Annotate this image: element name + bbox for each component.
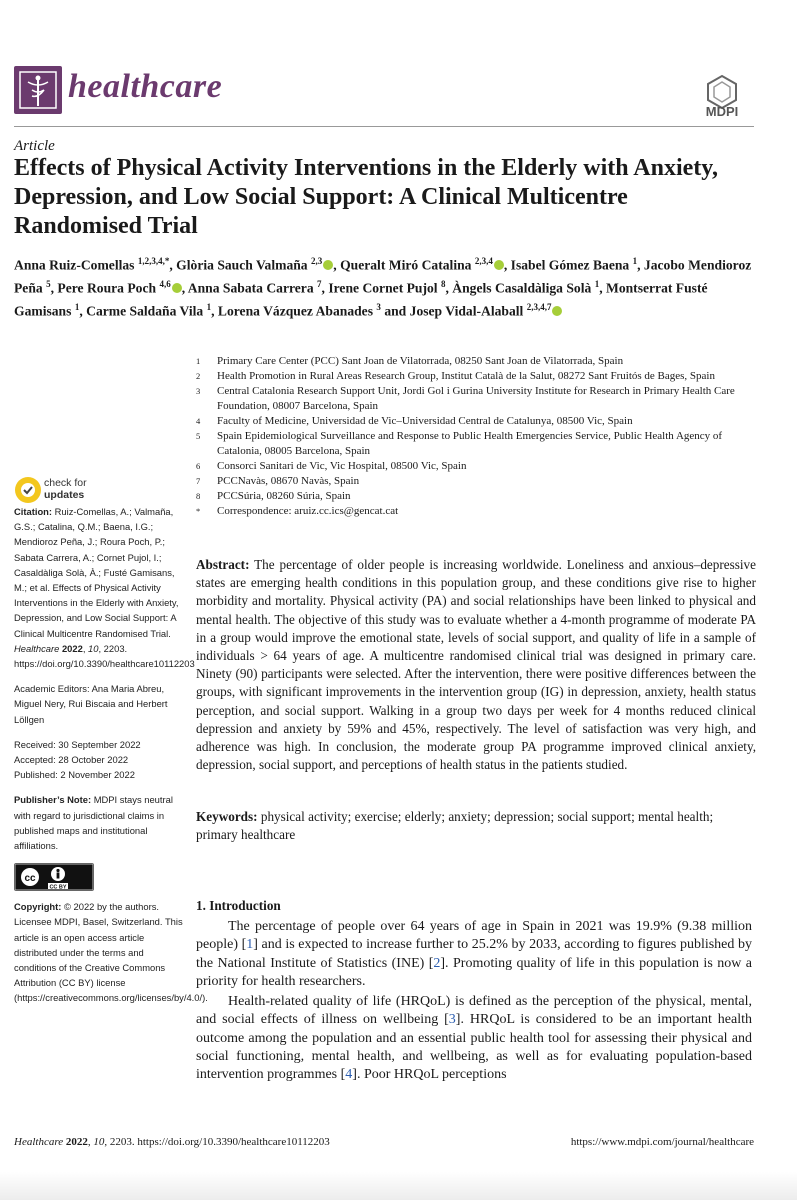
orcid-icon[interactable] bbox=[323, 260, 333, 270]
orcid-icon[interactable] bbox=[494, 260, 504, 270]
affiliation-number: * bbox=[196, 506, 201, 516]
dates-block bbox=[14, 737, 186, 783]
footer-journal: Healthcare bbox=[14, 1136, 64, 1148]
copyright-block bbox=[14, 899, 208, 1005]
author-affiliation-marker: 2,3 bbox=[311, 256, 323, 266]
citation-block: Citation: Ruiz-Comellas, A.; Valmaña, G.S.; Catalina, Q.M.; Baena, I.G.; Mendioroz Peña, J.; Roura Poch, P.; Sabata Carrera, A.; Cornet Pujol, I.; Casaldàliga Solà, À.; Fusté Gamisans, M.; et al. Effects of Physical Activity Interventions in the Elderly with Anxiety, Depression, and Low Social Support: A Clinical Multicentre Randomised Trial. Healthcare 2022, 10, 2203. https://doi.org/10.3390/healthcare10112203 bbox=[14, 506, 195, 670]
check-for-updates-line1: check for bbox=[44, 477, 87, 489]
author-name[interactable]: Isabel Gómez Baena bbox=[510, 257, 630, 273]
author-name[interactable]: Jacobo Mendioroz Peña bbox=[14, 257, 752, 296]
publisher-note bbox=[14, 792, 186, 853]
caduceus-icon bbox=[14, 66, 62, 114]
paragraph-text: ]. Poor HRQoL perceptions bbox=[352, 1067, 507, 1083]
author-affiliation-marker: 3 bbox=[376, 302, 381, 313]
reference-link[interactable]: 3 bbox=[448, 1012, 456, 1028]
affiliation-item bbox=[196, 414, 756, 429]
author-affiliation-marker: 1 bbox=[594, 279, 600, 290]
affiliation-text: Health Promotion in Rural Areas Research Group, Institut Català de la Salut, 08272 Sant Fruitós de Bages, Spain bbox=[217, 370, 715, 382]
check-for-updates-icon[interactable] bbox=[14, 476, 42, 504]
author-affiliation-marker: 4,6 bbox=[159, 279, 171, 290]
author-name[interactable]: Josep Vidal-Alaball bbox=[409, 303, 524, 319]
affiliation-text: Central Catalonia Research Support Unit, Jordi Gol i Gurina University Institute for Research in Primary Health Care Foundation, 08007 Barcelona, Spain bbox=[217, 385, 735, 412]
abstract-label: Abstract: bbox=[196, 557, 250, 572]
author-name[interactable]: Àngels Casaldàliga Solà bbox=[452, 280, 592, 296]
affiliation-item bbox=[196, 429, 756, 459]
author-name[interactable]: Irene Cornet Pujol bbox=[328, 280, 438, 296]
citation-volume: 10 bbox=[88, 642, 99, 654]
abstract-text: The percentage of older people is increasing worldwide. Loneliness and anxious–depressive states are emerging health conditions in this population group, and these conditions give rise to higher morbidity and mortality. Physical activity (PA) and social relationships have been linked to physical and mental health. The objective of this study was to evaluate whether a 4-month programme of moderate PA in a group would improve the emotional state, levels of social support, and quality of life in a sample of individuals > 64 years of age. A multicentre randomised clinical trial was designed in primary care. Ninety (90) participants were selected. After the intervention, there were positive differences between the groups, with significant improvements in the intervention group (IG) in depression, anxiety, health status perception, and social support. Walking in a group two days per week for 4 months reduced clinical depression and anxiety by 59% and 45%, respectively. The level of satisfaction was very high, and adherence was high. In conclusion, the moderate group PA programme improved clinical anxiety, depression, social support, and perceptions of health status in the patients studied. bbox=[196, 557, 756, 773]
publisher-name: MDPI bbox=[705, 104, 739, 119]
author-affiliation-marker: 2,3,4,7 bbox=[526, 302, 552, 313]
affiliation-list bbox=[196, 354, 756, 519]
paper-title: Effects of Physical Activity Interventions in the Elderly with Anxiety, Depression, and Low Social Support: A Clinical Multicentre Randomised Trial bbox=[14, 155, 718, 239]
citation-doi[interactable]: , 2203. https://doi.org/10.3390/healthcare10112203 bbox=[14, 642, 195, 670]
abstract bbox=[196, 556, 756, 774]
svg-text:cc: cc bbox=[24, 873, 36, 885]
affiliation-text: Correspondence: aruiz.cc.ics@gencat.cat bbox=[217, 505, 399, 517]
author-affiliation-marker: 1 bbox=[74, 302, 80, 313]
check-for-updates-line2: updates bbox=[44, 489, 85, 501]
affiliation-number: 3 bbox=[196, 386, 201, 396]
footer-doi[interactable]: , 2203. https://doi.org/10.3390/healthcare10112203 bbox=[104, 1136, 330, 1148]
section-heading-introduction: 1. Introduction bbox=[196, 898, 281, 913]
reference-link[interactable]: 4 bbox=[345, 1067, 353, 1083]
paragraph bbox=[196, 918, 752, 991]
authors-conjunction: and bbox=[384, 303, 407, 319]
orcid-icon[interactable] bbox=[172, 283, 182, 293]
author-affiliation-marker: 7 bbox=[317, 279, 322, 290]
affiliation-text: Faculty of Medicine, Universidad de Vic–Universidad Central de Catalunya, 08500 Vic, Spain bbox=[217, 415, 633, 427]
author-affiliation-marker: 1 bbox=[206, 302, 212, 313]
citation-text: Ruiz-Comellas, A.; Valmaña, G.S.; Catalina, Q.M.; Baena, I.G.; Mendioroz Peña, J.; Roura Poch, P.; Sabata Carrera, A.; Cornet Pujol, I.; Casaldàliga Solà, À.; Fusté Gamisans, M.; et al. Effects of Physical Activity Interventions in the Elderly with Anxiety, Depression, and Low Social Support: A Clinical Multicentre Randomised Trial. bbox=[14, 506, 179, 639]
copyright-text: © 2022 by the authors. Licensee MDPI, Basel, Switzerland. This article is an open access article distributed under the terms and conditions of the Creative Commons Attribution (CC BY) license (https://creativecommons.org/licenses/by/4.0/). bbox=[14, 901, 208, 1004]
article-type: Article bbox=[14, 138, 55, 154]
copyright-label: Copyright: bbox=[14, 901, 62, 913]
affiliation-item bbox=[196, 459, 756, 474]
author-name[interactable]: Glòria Sauch Valmaña bbox=[176, 257, 308, 273]
paragraph-text: The percentage of people over 64 years of age in Spain in 2021 was 19.9% (9.38 million people) [ bbox=[196, 919, 752, 953]
reference-link[interactable]: 1 bbox=[246, 937, 254, 953]
author-affiliation-marker: 2,3,4 bbox=[474, 256, 493, 266]
author-name[interactable]: Pere Roura Poch bbox=[57, 280, 157, 296]
author-list: Anna Ruiz-Comellas $^{1,2,3,4,*}$, Glòria Sauch Valmaña $^{2,3}$ , Queralt Miró Catalina $^{2,3,4}$ , Isabel Gómez Baena $^1$, Jacobo Mendioroz Peña $^5$, Pere Roura Poch $^{4,6}$ , Anna Sabata Carrera $^7$, Irene Cornet Pujol $^8$, Àngels Casaldàliga Solà $^1$, Montserrat Fusté Gamisans $^1$, Carme Saldaña Vila $^1$, Lorena Vázquez Abanades $^3$ and Josep Vidal-Alaball $^{2,3,4,7}$ bbox=[14, 256, 752, 319]
affiliation-number: 6 bbox=[196, 461, 201, 471]
citation-label: Citation: bbox=[14, 506, 53, 517]
reference-link[interactable]: 2 bbox=[433, 955, 441, 971]
affiliation-item bbox=[196, 504, 756, 519]
author-name[interactable]: Lorena Vázquez Abanades bbox=[217, 303, 373, 319]
author-affiliation-marker: 5 bbox=[46, 279, 51, 290]
publisher-note-text: MDPI stays neutral with regard to jurisdictional claims in published maps and institutional affiliations. bbox=[14, 794, 173, 852]
keywords-text: physical activity; exercise; elderly; anxiety; depression; social support; mental health; primary healthcare bbox=[196, 809, 714, 843]
footer-year: 2022 bbox=[65, 1136, 88, 1148]
affiliation-item bbox=[196, 354, 756, 369]
affiliation-text: Consorci Sanitari de Vic, Vic Hospital, 08500 Vic, Spain bbox=[217, 460, 467, 472]
paragraph-text: ] and is expected to increase further to 25.2% by 2033, according to figures published by the National Institute of Statistics (INE) [ bbox=[196, 937, 752, 971]
affiliation-item bbox=[196, 384, 756, 414]
paragraph-text: ]. HRQoL is considered to be an important health outcome among the population and an essential public health tool for assessing their physical and social functioning, mental health, and wellbeing, as well as for evaluating population-based intervention programmes [ bbox=[196, 1012, 752, 1083]
author-affiliation-marker: 1,2,3,4,* bbox=[137, 256, 170, 266]
author-name[interactable]: Anna Sabata Carrera bbox=[187, 280, 314, 296]
journal-name: healthcare bbox=[68, 68, 223, 105]
affiliation-item bbox=[196, 369, 756, 384]
affiliation-number: 7 bbox=[196, 476, 201, 486]
affiliation-number: 4 bbox=[196, 416, 201, 426]
keywords-label: Keywords: bbox=[196, 809, 258, 824]
paragraph bbox=[196, 993, 752, 1084]
affiliation-text: Spain Epidemiological Surveillance and Response to Public Health Emergencies Service, Public Health Agency of Catalonia, 08005 Barcelona, Spain bbox=[217, 430, 723, 457]
citation-year: 2022 bbox=[61, 642, 83, 654]
footer-journal-url[interactable]: https://www.mdpi.com/journal/healthcare bbox=[570, 1136, 754, 1148]
cc-by-license-badge[interactable] bbox=[14, 863, 94, 891]
author-name[interactable]: Carme Saldaña Vila bbox=[86, 303, 204, 319]
header-divider bbox=[14, 126, 754, 127]
page-edge-shadow bbox=[0, 1172, 797, 1200]
publisher-note-label: Publisher’s Note: bbox=[14, 794, 92, 806]
affiliation-text: PCCNavàs, 08670 Navàs, Spain bbox=[217, 475, 360, 487]
affiliation-number: 1 bbox=[196, 356, 201, 366]
footer-volume: 10 bbox=[93, 1136, 105, 1148]
affiliation-text: PCCSúria, 08260 Súria, Spain bbox=[217, 490, 351, 502]
author-name[interactable]: Anna Ruiz-Comellas bbox=[14, 257, 135, 273]
author-affiliation-marker: 1 bbox=[632, 256, 638, 266]
author-name[interactable]: Queralt Miró Catalina bbox=[340, 257, 472, 273]
published-date: Published: 2 November 2022 bbox=[14, 769, 135, 781]
paragraph-text: Health-related quality of life (HRQoL) is defined as the perception of the physical, mental, and social effects of illness on wellbeing [ bbox=[196, 994, 752, 1028]
orcid-icon[interactable] bbox=[552, 306, 562, 316]
journal-logo bbox=[14, 66, 62, 114]
paragraph-text: ]. Promoting quality of life in this population is now a priority for health researchers. bbox=[196, 955, 752, 989]
affiliation-number: 8 bbox=[196, 491, 201, 501]
author-affiliation-marker: 8 bbox=[441, 279, 446, 290]
footer-citation: Healthcare 2022, 10, 2203. https://doi.org/10.3390/healthcare10112203 bbox=[14, 1136, 330, 1148]
affiliation-item bbox=[196, 489, 756, 504]
affiliation-number: 2 bbox=[196, 371, 201, 381]
affiliation-item bbox=[196, 474, 756, 489]
citation-journal: Healthcare bbox=[14, 642, 60, 654]
academic-editors: Academic Editors: Ana Maria Abreu, Miguel Nery, Rui Biscaia and Herbert Löllgen bbox=[14, 683, 168, 725]
license-badge-text: CC BY bbox=[49, 884, 67, 891]
accepted-date: Accepted: 28 October 2022 bbox=[14, 754, 129, 766]
check-for-updates-link[interactable] bbox=[44, 477, 87, 501]
affiliation-text: Primary Care Center (PCC) Sant Joan de Vilatorrada, 08250 Sant Joan de Vilatorrada, Spain bbox=[217, 355, 624, 367]
received-date: Received: 30 September 2022 bbox=[14, 738, 141, 750]
keywords bbox=[196, 808, 756, 844]
affiliation-number: 5 bbox=[196, 431, 201, 441]
author-name[interactable]: Montserrat Fusté Gamisans bbox=[14, 280, 708, 319]
article-sidebar bbox=[14, 504, 208, 1016]
creative-commons-icon bbox=[14, 863, 94, 891]
introduction-body bbox=[196, 918, 752, 1087]
